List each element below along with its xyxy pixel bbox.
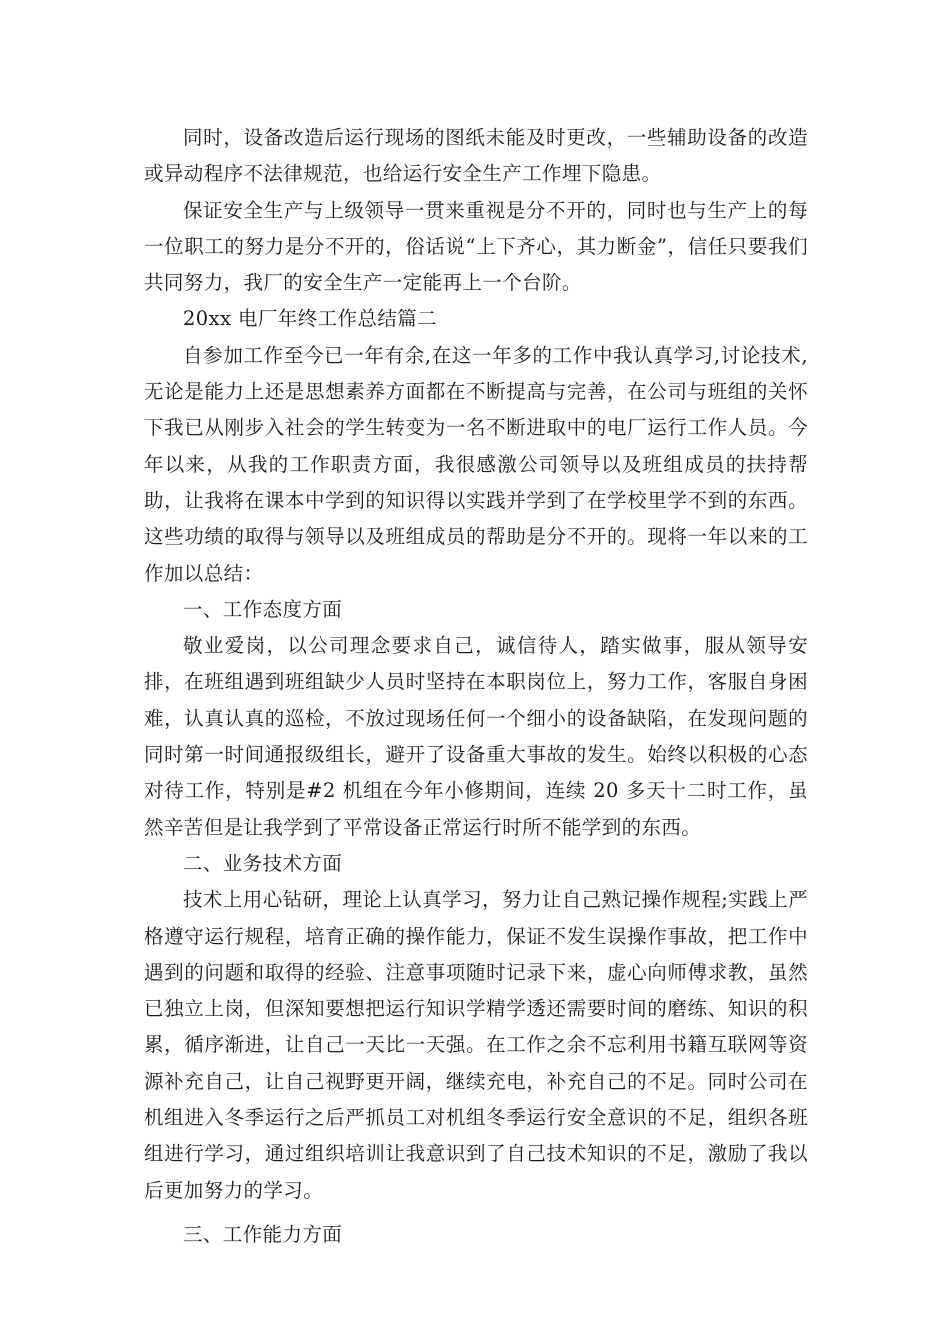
heading-work-attitude: 一、工作态度方面 <box>183 597 343 621</box>
paragraph-safety-production: 保证安全生产与上级领导一贯来重视是分不开的，同时也与生产上的每一位职工的努力是分不开的，俗话说“上下齐心，其力断金”，信任只要我们共同努力，我厂的安全生产一定能再上一个台阶。 <box>144 198 808 295</box>
heading-work-ability: 三、工作能力方面 <box>183 1222 343 1246</box>
section-title-part-two: 20xx 电厂年终工作总结篇二 <box>183 307 438 331</box>
document-body <box>144 120 808 1253</box>
paragraph-drawing-update: 同时，设备改造后运行现场的图纸未能及时更改，一些辅助设备的改造或异动程序不法律规范，也给运行安全生产工作埋下隐患。 <box>144 126 808 186</box>
paragraph-work-attitude: 敬业爱岗，以公司理念要求自己，诚信待人，踏实做事，服从领导安排，在班组遇到班组缺少人员时坚持在本职岗位上，努力工作，客服自身困难，认真认真的巡检，不放过现场任何一个细小的设备缺陷，在发现问题的同时第一时间通报级组长，避开了设备重大事故的发生。始终以积极的心态对待工作，特别是#2 机组在今年小修期间，连续 20 多天十二时工作，虽然辛苦但是让我学到了平常设备正常运行时所不能学到的东西。 <box>144 634 808 839</box>
paragraph-introduction: 自参加工作至今已一年有余,在这一年多的工作中我认真学习,讨论技术,无论是能力上还是思想素养方面都在不断提高与完善，在公司与班组的关怀下我已从刚步入社会的学生转变为一名不断进取中的电厂运行工作人员。今年以来，从我的工作职责方面，我很感激公司领导以及班组成员的扶持帮助，让我将在课本中学到的知识得以实践并学到了在学校里学不到的东西。这些功绩的取得与领导以及班组成员的帮助是分不开的。现将一年以来的工作加以总结： <box>144 343 808 585</box>
heading-business-technology: 二、业务技术方面 <box>183 851 343 875</box>
paragraph-business-technology: 技术上用心钻研，理论上认真学习，努力让自己熟记操作规程;实践上严格遵守运行规程，培育正确的操作能力，保证不发生误操作事故，把工作中遇到的问题和取得的经验、注意事项随时记录下来，虚心向师傅求教，虽然已独立上岗，但深知要想把运行知识学精学透还需要时间的磨练、知识的积累，循序渐进，让自己一天比一天强。在工作之余不忘利用书籍互联网等资源补充自己，让自己视野更开阔，继续充电，补充自己的不足。同时公司在机组进入冬季运行之后严抓员工对机组冬季运行安全意识的不足，组织各班组进行学习，通过组织培训让我意识到了自己技术知识的不足，激励了我以后更加努力的学习。 <box>144 888 808 1202</box>
